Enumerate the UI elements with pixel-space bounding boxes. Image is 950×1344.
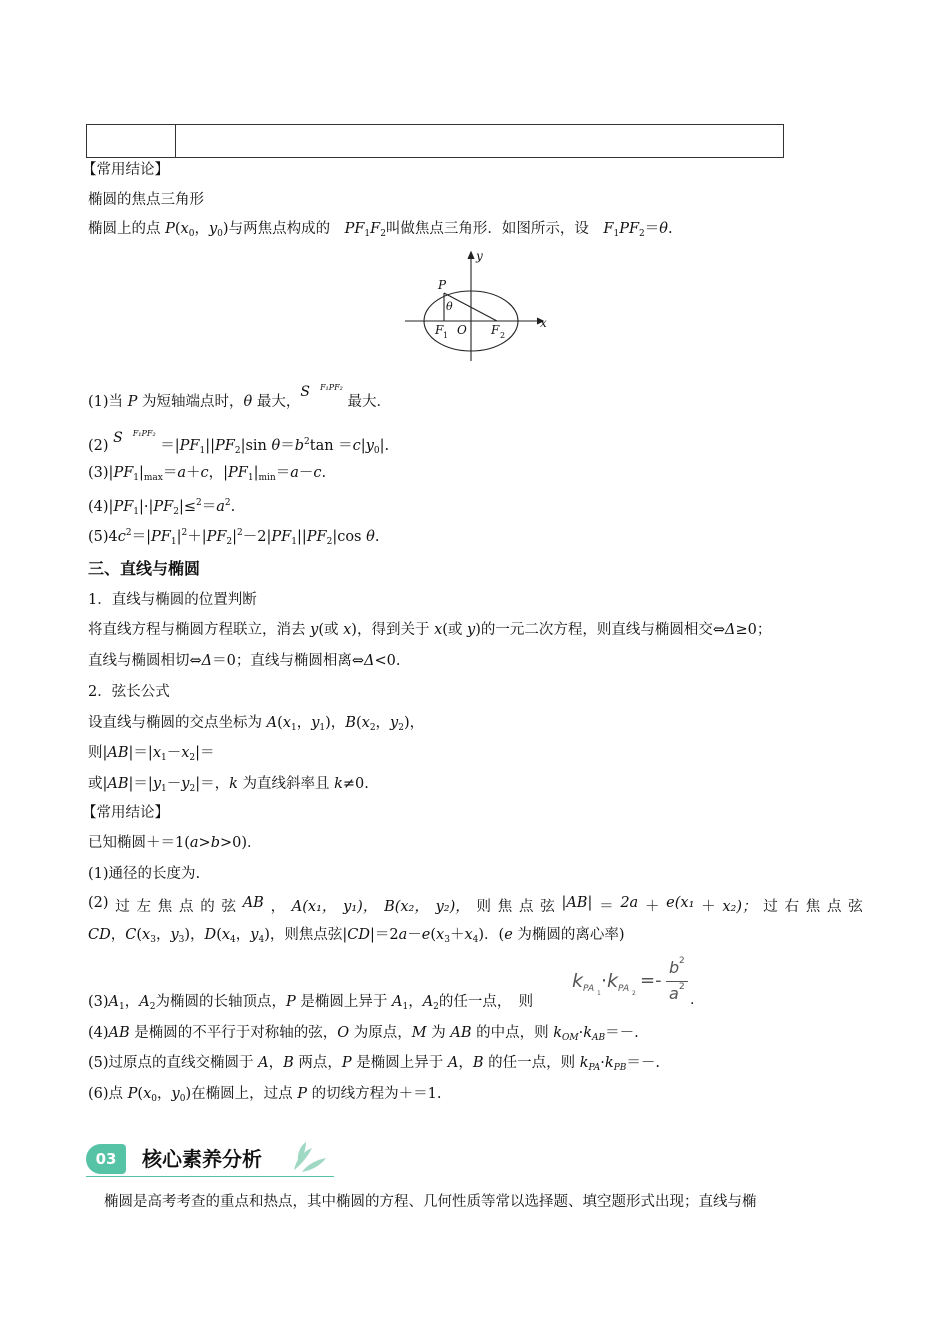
label-F1: F — [435, 323, 444, 337]
conclusion-3: $(3)|PF_1|_{max}=a+c$，$|PF_1|_{min}=a-c$. — [88, 465, 327, 483]
conclusion-4: $(4)|PF_1|\cdot|PF_2|\le^2=a^2$. — [88, 498, 236, 517]
subheading-position: 1．直线与椭圆的位置判断 — [88, 592, 257, 608]
leaf-icon — [288, 1140, 330, 1176]
core-literacy-title: 核心素养分析 — [142, 1147, 262, 1171]
chord-formula-y: 或$|AB|=|y_1-y_2|=$，k 为直线斜率且 k≠0. — [88, 776, 369, 794]
focal-chord-line: (2) 过 左 焦 点 的 弦 AB ， A(x₁， y₁)， B(x₂， y₂)， 则 焦 点 弦 |AB| ＝ 2a ＋ e(x₁ ＋ x₂)； 过 右 焦 点 弦 — [88, 895, 863, 915]
paragraph-tangent: 直线与椭圆相切⇔Δ＝0；直线与椭圆相离⇔Δ<0. — [88, 653, 401, 669]
slope-product-formula: k PA 1 · k PA 2 =- b 2 a 2 . — [572, 956, 695, 1008]
core-analysis-paragraph: 椭圆是高考考查的重点和热点，其中椭圆的方程、几何性质等常以选择题、填空题形式出现；直线与椭 — [104, 1194, 757, 1210]
conclusion-label: 【常用结论】 — [82, 162, 169, 178]
title-underline — [86, 1176, 334, 1177]
label-theta: θ — [446, 300, 453, 313]
label-P: P — [438, 278, 447, 292]
vertex-slope-conclusion: $(3)A_1$，$A_2$为椭圆的长轴顶点，P 是椭圆上异于 $A_1$，$A_2$的任一点， 则 — [88, 994, 534, 1012]
section-number-badge: 03 — [86, 1144, 126, 1174]
svg-text:2: 2 — [500, 331, 506, 340]
latus-rectum: (1)通径的长度为. — [88, 866, 201, 882]
conclusion-1: (1)当 P 为短轴端点时，θ 最大，S $^{F_1PF_2}$ 最大． — [88, 383, 391, 410]
paragraph-intersection-points: 设直线与椭圆的交点坐标为 $A(x_1$，$y_1$)，$B(x_2$，$y_2$)， — [88, 715, 425, 733]
origin-chord-conclusion: (5)过原点的直线交椭圆于 A，B 两点，P 是椭圆上异于 A，B 的任一点，则 $k_{PA}\cdot k_{PB}=-$. — [88, 1055, 660, 1073]
label-y: y — [476, 249, 483, 263]
focal-triangle-intro: 椭圆上的点 $P(x_0$，$y_0$)与两焦点构成的 $PF_1F_2$叫做焦点三角形．如图所示，设 $F_1PF_2=\theta$. — [88, 221, 673, 239]
paragraph-intersection: 将直线方程与椭圆方程联立，消去 y(或 x)，得到关于 x(或 y)的一元二次方程，则直线与椭圆相交⇔Δ≥0； — [88, 622, 772, 638]
tangent-line-conclusion: (6)点 $P(x_0$，$y_0$)在椭圆上，过点 P 的切线方程为＋＝1. — [88, 1086, 442, 1104]
ellipse-figure — [400, 248, 555, 366]
label-O: O — [457, 323, 467, 337]
focal-triangle-title: 椭圆的焦点三角形 — [88, 192, 204, 208]
chord-formula-x: 则$|AB|=|x_1-x_2|=$ — [88, 745, 215, 763]
ellipse-given: 已知椭圆＋＝1(a>b>0)． — [88, 835, 262, 851]
midpoint-chord-conclusion: (4)AB 是椭圆的不平行于对称轴的弦，O 为原点，M 为 AB 的中点，则 $k_{OM}\cdot k_{AB}=-$. — [88, 1025, 639, 1043]
conclusion-2: (2) S $^{F_1PF_2} =|PF_1||PF_2|\sin$ $\theta=b^2\tan =c|y_0|$. — [88, 429, 390, 456]
table-cell — [87, 125, 176, 157]
label-F2: F — [491, 323, 500, 337]
section-heading: 三、直线与椭圆 — [88, 559, 201, 578]
label-x: x — [540, 316, 547, 330]
focal-chord-right: CD，$C(x_3$，$y_3$)，$D(x_4$，$y_4$)，则焦点弦$|CD|=2a-e(x_3+x_4)$．(e 为椭圆的离心率) — [88, 927, 625, 945]
empty-table — [86, 124, 784, 158]
conclusion-5: $(5)4c^2=|PF_1|^2+|PF_2|^2-2|PF_1||PF_2|\cos$ θ. — [88, 528, 380, 547]
subheading-chord: 2．弦长公式 — [88, 684, 170, 700]
svg-text:1: 1 — [443, 331, 449, 340]
conclusion-label-2: 【常用结论】 — [82, 805, 169, 821]
